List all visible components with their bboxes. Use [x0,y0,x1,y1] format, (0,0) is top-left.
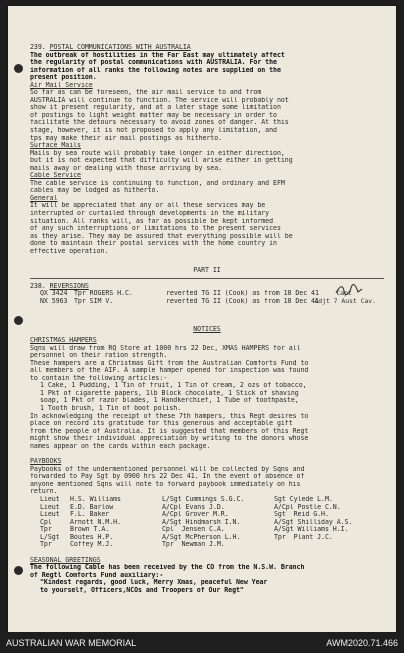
adjutant-signature [314,289,376,305]
section-title: Air Mail Service [30,81,93,89]
paybook-cell: Tpr [40,541,52,549]
section-line: as they arise. They may be assured that everything possible will be [30,232,293,240]
paybook-cell: Lieut [40,495,60,503]
paybook-cell: Tpr Plant J.C. [274,533,333,541]
paybook-cell: A/Sgt Williams H.I. [274,526,349,534]
section-line: show it present regularity, and at a later stage some limitation [30,104,281,112]
paybook-cell: A/Cpl Grover M.R. [162,511,229,519]
paybook-cell [274,541,384,549]
notice-line: In acknowledging the receipt of these 7th hampers, this Regt desires to [30,412,309,420]
footer-accession-number: AWM2020.71.466 [326,637,398,648]
paybook-cell: L/Sgt Cummings S.G.C. [162,495,245,503]
christmas-hampers-notice [30,337,384,450]
paybook-cell: A/Sgt McPherson L.H. [162,533,241,541]
section-line: done to maintain their postal services with the home country in [30,240,277,248]
section-line: of any such interruptions or limitations to the present services [30,225,281,233]
section-line: tps may make their air mail postings as hitherto. [30,134,223,142]
notice-line: all members of the AIF. A sample hamper opened for inspection was found [30,367,309,375]
notice-line: to contain the following articles:- [30,374,168,382]
notices-heading: NOTICES [193,325,221,333]
footer-institution: AUSTRALIAN WAR MEMORIAL [6,637,137,648]
hamper-article-line: 1 Pkt of cigarette papers, 1lb Block chocolate, 1 Stick of shaving [40,389,299,397]
paybook-cell: L/Sgt [40,533,60,541]
document-body [30,44,384,595]
section-line: of postings to light weight matter may be necessary in order to [30,111,277,119]
para-238-heading: 238. REVERSIONS [30,282,89,290]
paybook-cell: Cpl Jensen C.A. [162,526,225,534]
paybook-cell: Tpr Newman J.M. [162,541,225,549]
intro-line: present position. [30,74,97,82]
divider [30,278,384,279]
notice-line: personnel on their ration strength. [30,352,168,360]
section-line: AUSTRALIA will continue to function. The service will probably not [30,96,289,104]
para-239-intro [30,52,384,82]
paybook-cell: Sgt Cylede L.M. [274,495,333,503]
paybook-personnel-table [30,496,384,549]
paybook-cell: Lieut [40,503,60,511]
section-line: effective operation. [30,247,109,255]
greeting-quote-line: to yourself, Officers,NCOs and Troopers of Our Regt" [40,587,244,594]
part-ii-heading: PART II [193,267,221,275]
notice-line: return. [30,488,58,496]
notice-line: Sqns will draw from RQ Store at 1000 hrs 22 Dec, XMAS HAMPERS for all [30,344,301,352]
section-line: stage, however, it is not proposed to apply any limitation, and [30,127,277,135]
paybook-cell: Coffey M.J. [70,541,114,549]
punch-hole [14,64,23,73]
section-line: cables may be lodged as hitherto. [30,187,160,195]
reversion-row: NX 5963 Tpr SIM V. reverted TG II (Cook) as from 18 Dec 41 [40,297,319,305]
paybook-cell: Cpl [40,518,52,526]
notice-title: SEASONAL GREETINGS [30,556,101,564]
signature-appointment: Adjt 7 Aust Cav. [314,297,376,305]
paybook-cell: Lieut [40,511,60,519]
paybook-cell: Boutes H.P. [70,533,114,541]
paybook-cell: Tpr [40,526,52,534]
notice-line: place on record its gratitude for this generous and acceptable gift [30,420,293,428]
paybook-cell: Arnott N.M.H. [70,518,121,526]
paybook-cell: Sgt Reid G.H. [274,511,329,519]
document-page [8,6,396,632]
section-line: Mails by sea route will probably take longer in either direction, [30,149,285,157]
punch-hole [14,316,23,325]
section-title: Surface Mails [30,142,81,150]
section-line: mails away or dealing with those arriving by sea. [30,164,223,172]
punch-holes [14,6,24,632]
notice-title: CHRISTMAS HAMPERS [30,337,97,345]
paybook-cell: A/Cpl Postle C.N. [274,503,341,511]
section-line: situation. All ranks will, as far as possible be kept informed [30,217,274,225]
signature-rank: Capt [336,289,352,297]
section-line: So far as can be foreseen, the air mail service to and from [30,89,262,97]
hamper-article-line: 1 Cake, 1 Pudding, 1 Tin of fruit, 1 Tin of cream, 2 ozs of tobacco, [40,382,307,390]
notice-line: The following Cable has been received by the CO from the N.S.W. Branch [30,564,305,572]
section-line: but it is not expected that difficulty will arise either in getting [30,157,293,165]
notice-line: These hampers are a Christmas Gift from the Australian Comforts Fund to [30,359,309,367]
hamper-article-line: soap, 1 Pkt of razor blades, 1 Handkerchief, 1 Tube of toothpaste, [40,397,299,405]
paybook-cell: A/Cpl Evans J.D. [162,503,225,511]
notice-line: Paybooks of the undermentioned personnel will be collected by Sqns and [30,465,305,473]
section-line: The cable service is continuing to function, and ordinary and EFM [30,179,285,187]
para-239-heading: 239. POSTAL COMMUNICATIONS WITH AUSTRALIA [30,44,191,51]
punch-hole [14,566,23,575]
para-239-sections [30,82,384,256]
hamper-article-line: 1 Tooth brush, 1 Tin of boot polish. [40,404,182,412]
section-line: facilitate the detours necessary to avoid zones of danger. At this [30,119,289,127]
paybook-cell: E.D. Barlow [70,503,114,511]
section-line: interrupted or curtailed through developments in the military [30,210,270,218]
paybooks-notice [30,458,384,549]
paybook-cell: A/Sgt Shilliday A.S. [274,518,353,526]
paybook-cell: A/Sgt Hindmarsh I.N. [162,518,241,526]
notice-line: might show their individual appreciation by writing to the donors whose [30,435,309,443]
notice-line: names appear on the cards within each package. [30,442,211,450]
paybook-cell: Brown T.A. [70,526,110,534]
section-line: It will be appreciated that any or all these services may be [30,202,266,210]
greeting-quote-line: "Kindest regards, good luck, Merry Xmas, peaceful New Year [40,579,268,587]
reversion-row: QX 3424 Tpr ROGERS H.C. reverted TG II (Cook) as from 18 Dec 41 [40,290,319,298]
section-title: General [30,194,58,202]
notice-line: forwarded to Pay Sgt by 0900 hrs 22 Dec 41. In the event of absence of [30,473,305,481]
section-title: Cable Service [30,172,81,180]
paybook-cell: F.L. Baker [70,511,110,519]
archive-footer [0,632,404,653]
intro-line: information of all ranks the following notes are supplied on the [30,66,281,74]
paybook-cell: H.S. Williams [70,495,121,503]
notice-line: anyone mentioned Sqns will note to forward paybook immediately on his [30,480,301,488]
seasonal-greetings-notice [30,557,384,595]
intro-line: the regularity of postal communications with AUSTRALIA. For the [30,59,277,67]
notice-line: from the people of Australia. It is suggested that members of this Regt [30,427,309,435]
notice-line: of Regtl Comforts Fund auxiliary:- [30,571,164,579]
intro-line: The outbreak of hostilities in the Far East may ultimately affect [30,51,285,59]
notice-title: PAYBOOKS [30,458,62,466]
